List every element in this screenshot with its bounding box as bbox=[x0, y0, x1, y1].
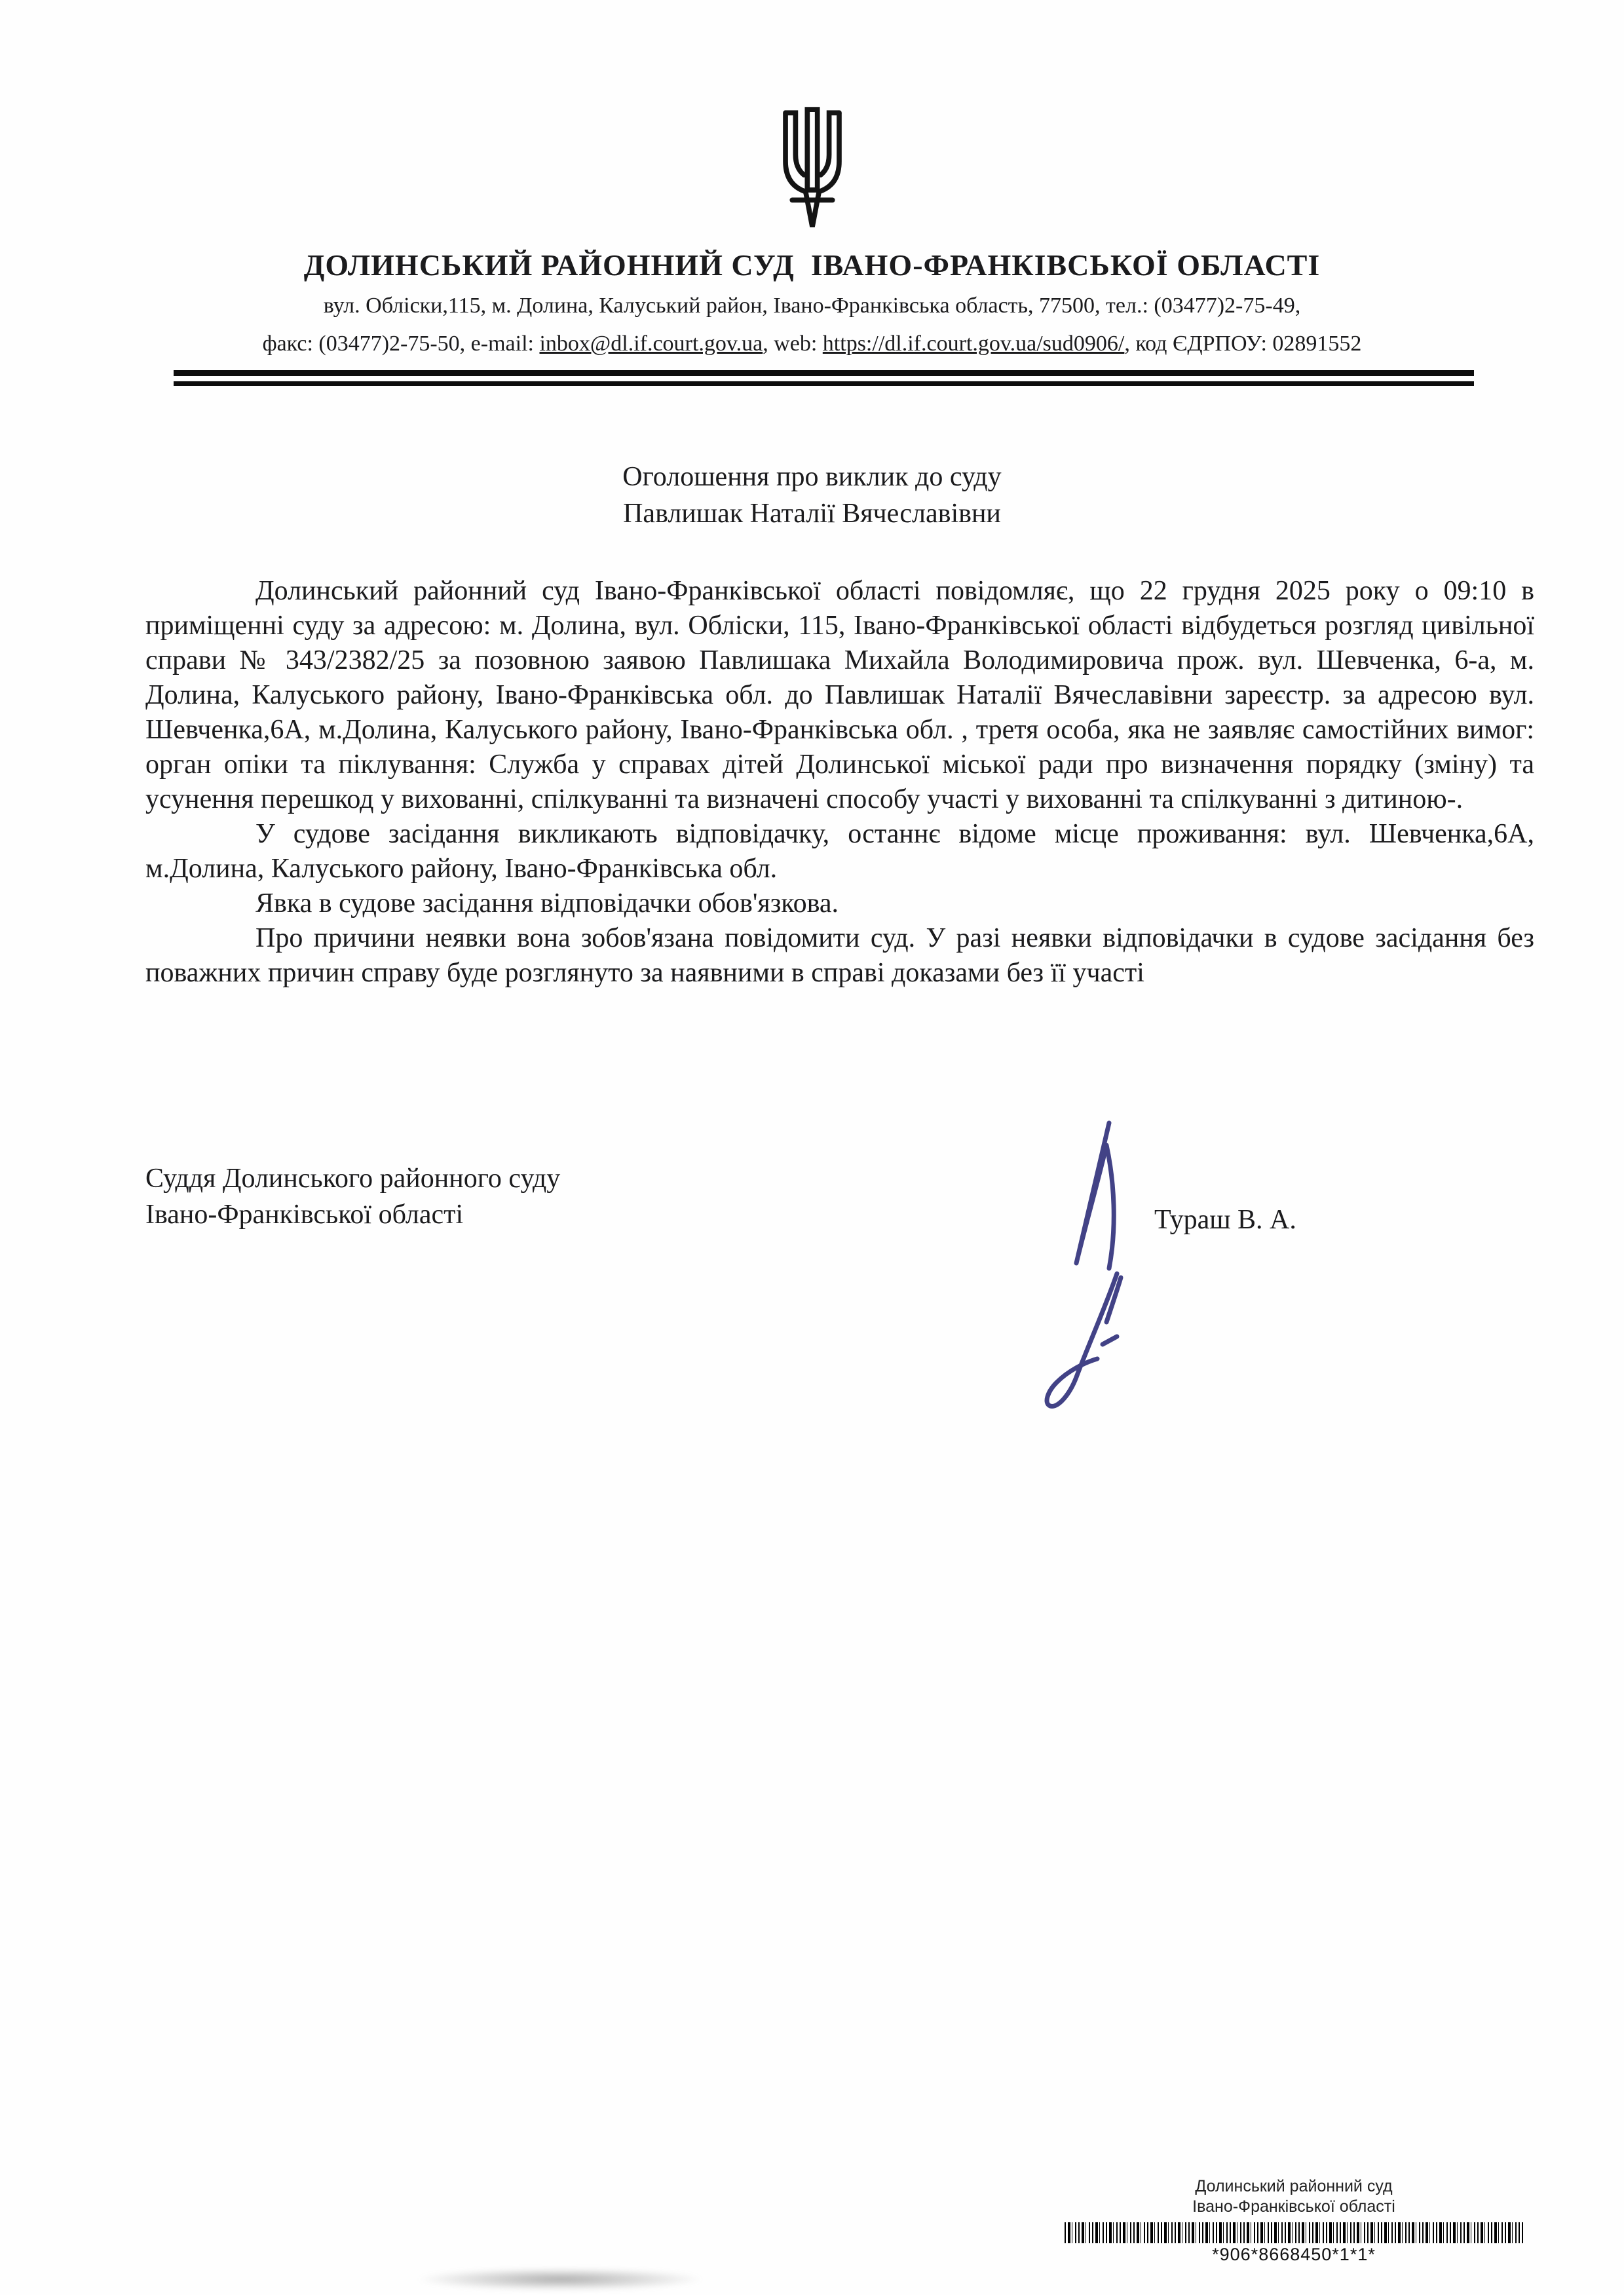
contact-mid-text: , web: bbox=[763, 332, 823, 356]
document-body bbox=[145, 574, 1534, 991]
document-title bbox=[0, 459, 1624, 532]
email-link: inbox@dl.if.court.gov.ua bbox=[539, 332, 763, 356]
barcode bbox=[1065, 2222, 1523, 2243]
web-link: https://dl.if.court.gov.ua/sud0906/ bbox=[822, 332, 1125, 356]
ukraine-trident-icon bbox=[770, 105, 854, 233]
body-paragraph: У судове засідання викликають відповідачку, останнє відоме місце проживання: вул. Шевченка,6А, м.Долина, Калуського району, Івано-Франківська обл. bbox=[145, 819, 1534, 884]
court-contact-line bbox=[0, 332, 1624, 356]
stamp-court-line-2: Івано-Франківської області bbox=[1192, 2197, 1395, 2216]
judge-title-block bbox=[145, 1161, 560, 1233]
header-double-rule bbox=[174, 370, 1474, 386]
court-name-heading: ДОЛИНСЬКИЙ РАЙОННИЙ СУД ІВАНО-ФРАНКІВСЬКОЇ ОБЛАСТІ bbox=[303, 248, 1321, 282]
judge-name: Тураш В. А. bbox=[1154, 1205, 1296, 1235]
body-paragraph: Про причини неявки вона зобов'язана повідомити суд. У разі неявки відповідачки в судове засідання без поважних причин справу буде розглянуто за наявними в справі доказами без її участі bbox=[145, 923, 1534, 988]
title-line-1: Оголошення про виклик до суду bbox=[622, 462, 1002, 492]
handwritten-signature bbox=[1019, 1114, 1176, 1422]
judge-title-line-1: Суддя Долинського районного суду bbox=[145, 1164, 561, 1194]
registration-stamp bbox=[1065, 2176, 1523, 2265]
body-paragraph: Долинський районний суд Івано-Франківської області повідомляє, що 22 грудня 2025 року о 09:10 в приміщенні суду за адресою: м. Долина, вул. Обліски, 115, Івано-Франківської області відбудеться розгляд цивільної справи № 343/2382/25 за позовною заявою Павлишака Михайла Володимировича прож. вул. Шевченка, 6-а, м. Долина, Калуського району, Івано-Франківська обл. до Павлишак Наталії Вячеславівни зареєстр. за адресою вул. Шевченка,6А, м.Долина, Калуського району, Івано-Франківська обл. , третя особа, яка не заявляє самостійних вимог: орган опіки та піклування: Служба у справах дітей Долинської міської ради про визначення порядку (зміну) та усунення перешкод у вихованні, спілкуванні та визначені способу участі у вихованні та спілкуванні з дитиною-. bbox=[145, 576, 1534, 814]
stamp-court-line-1: Долинський районний суд bbox=[1195, 2177, 1393, 2195]
emblem-container bbox=[0, 105, 1624, 233]
body-paragraph: Явка в судове засідання відповідачки обов'язкова. bbox=[255, 888, 839, 919]
court-address-line: вул. Обліски,115, м. Долина, Калуський район, Івано-Франківська область, 77500, тел.: (03477)2-75-49, bbox=[323, 294, 1301, 318]
title-line-2: Павлишак Наталії Вячеславівни bbox=[623, 499, 1001, 529]
judge-title-line-2: Івано-Франківської області bbox=[145, 1200, 464, 1230]
barcode-number: *906*8668450*1*1* bbox=[1212, 2245, 1376, 2264]
scan-artifact-smudge bbox=[419, 2268, 701, 2290]
contact-prefix-text: факс: (03477)2-75-50, e-mail: bbox=[262, 332, 540, 356]
contact-suffix-text: , код ЄДРПОУ: 02891552 bbox=[1124, 332, 1362, 356]
